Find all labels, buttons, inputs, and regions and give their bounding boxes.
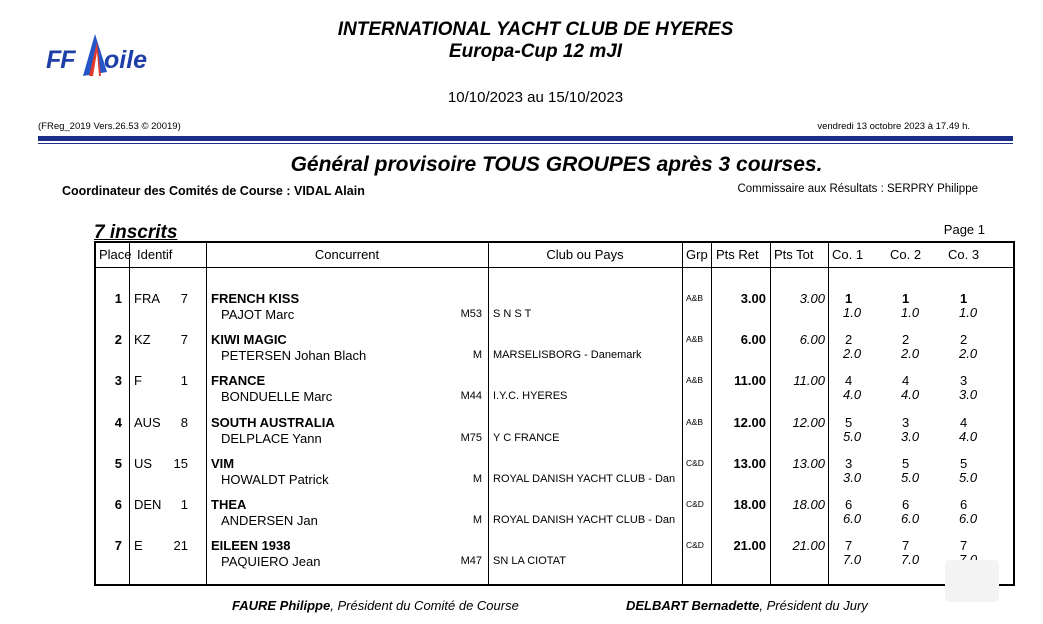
row-race1-rank: 4 <box>845 373 853 389</box>
row-race1-pts: 4.0 <box>843 387 862 403</box>
row-group: C&D <box>686 457 704 468</box>
row-race2-rank: 6 <box>902 497 910 512</box>
row-race3-pts: 4.0 <box>959 428 978 444</box>
row-group: C&D <box>686 540 704 551</box>
row-pts-tot: 12.00 <box>792 414 825 430</box>
row-nationality: DEN <box>134 497 162 512</box>
col-divider <box>129 243 130 584</box>
page-number: Page 1 <box>943 222 985 237</box>
row-race2-pts: 5.0 <box>901 469 920 485</box>
row-race3-rank: 4 <box>960 414 968 430</box>
row-race2-pts: 4.0 <box>901 387 920 403</box>
row-club: I.Y.C. HYERES <box>493 390 568 403</box>
row-sail-number: 15 <box>173 455 188 471</box>
col-header-concurrent: Concurrent <box>314 247 380 262</box>
row-category: M53 <box>460 308 482 320</box>
row-race2-pts: 1.0 <box>901 305 920 320</box>
row-club: S N S T <box>493 308 532 320</box>
software-version: (FReg_2019 Vers.26.53 © 20019) <box>38 121 181 132</box>
row-club: Y C FRANCE <box>493 431 560 444</box>
row-sail-number: 8 <box>180 414 188 430</box>
row-skipper: ANDERSEN Jan <box>221 513 318 528</box>
row-race3-rank: 5 <box>960 455 968 471</box>
row-pts-tot: 3.00 <box>799 291 825 306</box>
row-skipper: PAJOT Marc <box>221 307 295 322</box>
row-pts-ret: 11.00 <box>734 373 766 389</box>
row-race3-pts: 2.0 <box>959 346 978 362</box>
jury-president <box>626 598 868 613</box>
row-pts-ret: 12.00 <box>733 414 766 430</box>
row-race2-rank: 4 <box>902 373 910 389</box>
row-group: A&B <box>686 416 704 427</box>
race-president-name: FAURE Philippe <box>232 598 331 613</box>
row-pts-ret: 13.00 <box>733 455 766 471</box>
col-header-pts-ret: Pts Ret <box>716 247 759 262</box>
row-race2-rank: 1 <box>902 291 910 306</box>
col-divider <box>828 243 829 584</box>
row-pts-tot: 13.00 <box>792 455 825 471</box>
row-race1-pts: 3.0 <box>843 469 862 485</box>
jury-president-title: , Président du Jury <box>759 598 868 613</box>
row-skipper: PETERSEN Johan Blach <box>221 348 367 364</box>
row-race3-pts: 6.0 <box>959 511 978 526</box>
row-race1-rank: 6 <box>845 497 853 512</box>
row-race2-rank: 7 <box>902 538 910 554</box>
row-nationality: E <box>134 538 143 554</box>
row-pts-ret: 21.00 <box>733 538 766 554</box>
row-sail-number: 1 <box>180 497 188 512</box>
row-race3-pts: 5.0 <box>959 469 978 485</box>
row-race1-rank: 3 <box>845 455 853 471</box>
col-header-place: Place <box>99 247 132 262</box>
row-place: 6 <box>114 497 122 512</box>
row-race1-pts: 5.0 <box>843 428 862 444</box>
row-club: ROYAL DANISH YACHT CLUB - Dan <box>493 472 676 485</box>
row-nationality: F <box>134 373 142 389</box>
event-title: Europa-Cup 12 mJI <box>448 41 623 62</box>
row-boat-name: KIWI MAGIC <box>211 332 287 348</box>
row-race3-rank: 2 <box>960 332 968 348</box>
header-rule <box>38 136 1013 141</box>
row-race2-rank: 3 <box>902 414 910 430</box>
row-nationality: AUS <box>134 414 161 430</box>
col-header-grp: Grp <box>686 247 708 262</box>
row-club: MARSELISBORG - Danemark <box>493 349 642 362</box>
col-divider <box>206 243 207 584</box>
row-race1-pts: 7.0 <box>843 552 862 568</box>
race-president <box>232 598 519 613</box>
row-place: 5 <box>114 455 122 471</box>
row-race3-rank: 3 <box>960 373 968 389</box>
row-race1-pts: 1.0 <box>843 305 862 320</box>
row-pts-tot: 11.00 <box>793 373 825 389</box>
row-club: ROYAL DANISH YACHT CLUB - Dan <box>493 514 676 526</box>
row-category: M47 <box>460 555 482 568</box>
row-race1-pts: 2.0 <box>843 346 862 362</box>
jury-president-name: DELBART Bernadette <box>626 598 760 613</box>
row-nationality: KZ <box>134 332 151 348</box>
row-place: 3 <box>114 373 122 389</box>
club-title: INTERNATIONAL YACHT CLUB DE HYERES <box>337 19 734 40</box>
row-race3-pts: 3.0 <box>959 387 978 403</box>
row-boat-name: VIM <box>211 455 235 471</box>
row-race1-pts: 6.0 <box>843 511 862 526</box>
row-category: M <box>472 349 482 362</box>
col-header-club: Club ou Pays <box>546 247 624 262</box>
row-group: A&B <box>686 375 704 386</box>
logo-oile-text: oile <box>104 46 148 74</box>
logo-ff-text: FF <box>46 46 75 74</box>
row-race2-rank: 5 <box>902 455 910 471</box>
results-table <box>94 241 1015 586</box>
row-pts-tot: 6.00 <box>799 332 825 348</box>
watermark-box <box>945 560 999 602</box>
row-race3-pts: 1.0 <box>959 305 978 320</box>
row-category: M <box>472 514 482 526</box>
header-rule-thin <box>38 143 1013 144</box>
row-group: C&D <box>686 499 704 509</box>
col-header-co3: Co. 3 <box>948 247 980 262</box>
row-category: M75 <box>460 431 482 444</box>
generated-timestamp: vendredi 13 octobre 2023 à 17.49 h. <box>817 121 970 132</box>
results-commissioner: Commissaire aux Résultats : SERPRY Philippe <box>737 183 978 195</box>
row-race2-pts: 3.0 <box>901 428 920 444</box>
row-pts-tot: 21.00 <box>792 538 825 554</box>
row-boat-name: EILEEN 1938 <box>211 538 291 554</box>
row-skipper: HOWALDT Patrick <box>221 471 329 487</box>
row-skipper: PAQUIERO Jean <box>221 554 321 570</box>
header-divider <box>96 267 1013 268</box>
row-race2-pts: 6.0 <box>901 511 920 526</box>
entries-count: 7 inscrits <box>94 222 178 243</box>
row-race3-rank: 7 <box>960 538 968 554</box>
row-race1-rank: 5 <box>845 414 853 430</box>
row-place: 2 <box>114 332 122 348</box>
row-race2-pts: 2.0 <box>901 346 920 362</box>
row-race3-rank: 6 <box>960 497 968 512</box>
row-group: A&B <box>686 293 704 303</box>
row-nationality: FRA <box>134 291 160 306</box>
row-pts-ret: 18.00 <box>733 497 766 512</box>
row-pts-ret: 6.00 <box>740 332 766 348</box>
row-skipper: DELPLACE Yann <box>221 430 322 446</box>
col-divider <box>488 243 489 584</box>
row-group: A&B <box>686 334 704 345</box>
col-header-co1: Co. 1 <box>832 247 864 262</box>
row-nationality: US <box>134 455 153 471</box>
col-divider <box>682 243 683 584</box>
row-race1-rank: 2 <box>845 332 853 348</box>
event-dates: 10/10/2023 au 15/10/2023 <box>447 89 624 106</box>
col-header-pts-tot: Pts Tot <box>774 247 814 262</box>
results-heading: Général provisoire TOUS GROUPES après 3 courses. <box>290 153 823 176</box>
row-boat-name: SOUTH AUSTRALIA <box>211 414 335 430</box>
col-header-co2: Co. 2 <box>890 247 922 262</box>
row-pts-tot: 18.00 <box>792 497 825 512</box>
row-boat-name: FRANCE <box>211 373 266 389</box>
row-sail-number: 7 <box>180 332 188 348</box>
row-boat-name: FRENCH KISS <box>211 291 300 306</box>
row-pts-ret: 3.00 <box>740 291 766 306</box>
row-race1-rank: 7 <box>845 538 853 554</box>
row-place: 1 <box>114 291 122 306</box>
row-skipper: BONDUELLE Marc <box>221 389 333 405</box>
row-place: 4 <box>114 414 122 430</box>
row-category: M <box>472 472 482 485</box>
row-race2-rank: 2 <box>902 332 910 348</box>
race-coordinator: Coordinateur des Comités de Course : VIDAL Alain <box>62 184 365 198</box>
row-race3-rank: 1 <box>960 291 968 306</box>
row-sail-number: 21 <box>173 538 188 554</box>
row-sail-number: 1 <box>180 373 188 389</box>
row-category: M44 <box>460 390 482 403</box>
col-header-identif: Identif <box>137 247 173 262</box>
row-race2-pts: 7.0 <box>901 552 920 568</box>
row-boat-name: THEA <box>211 497 247 512</box>
row-race1-rank: 1 <box>845 291 853 306</box>
row-club: SN LA CIOTAT <box>493 555 566 568</box>
race-president-title: , Président du Comité de Course <box>330 598 519 613</box>
row-sail-number: 7 <box>180 291 188 306</box>
row-place: 7 <box>114 538 122 554</box>
